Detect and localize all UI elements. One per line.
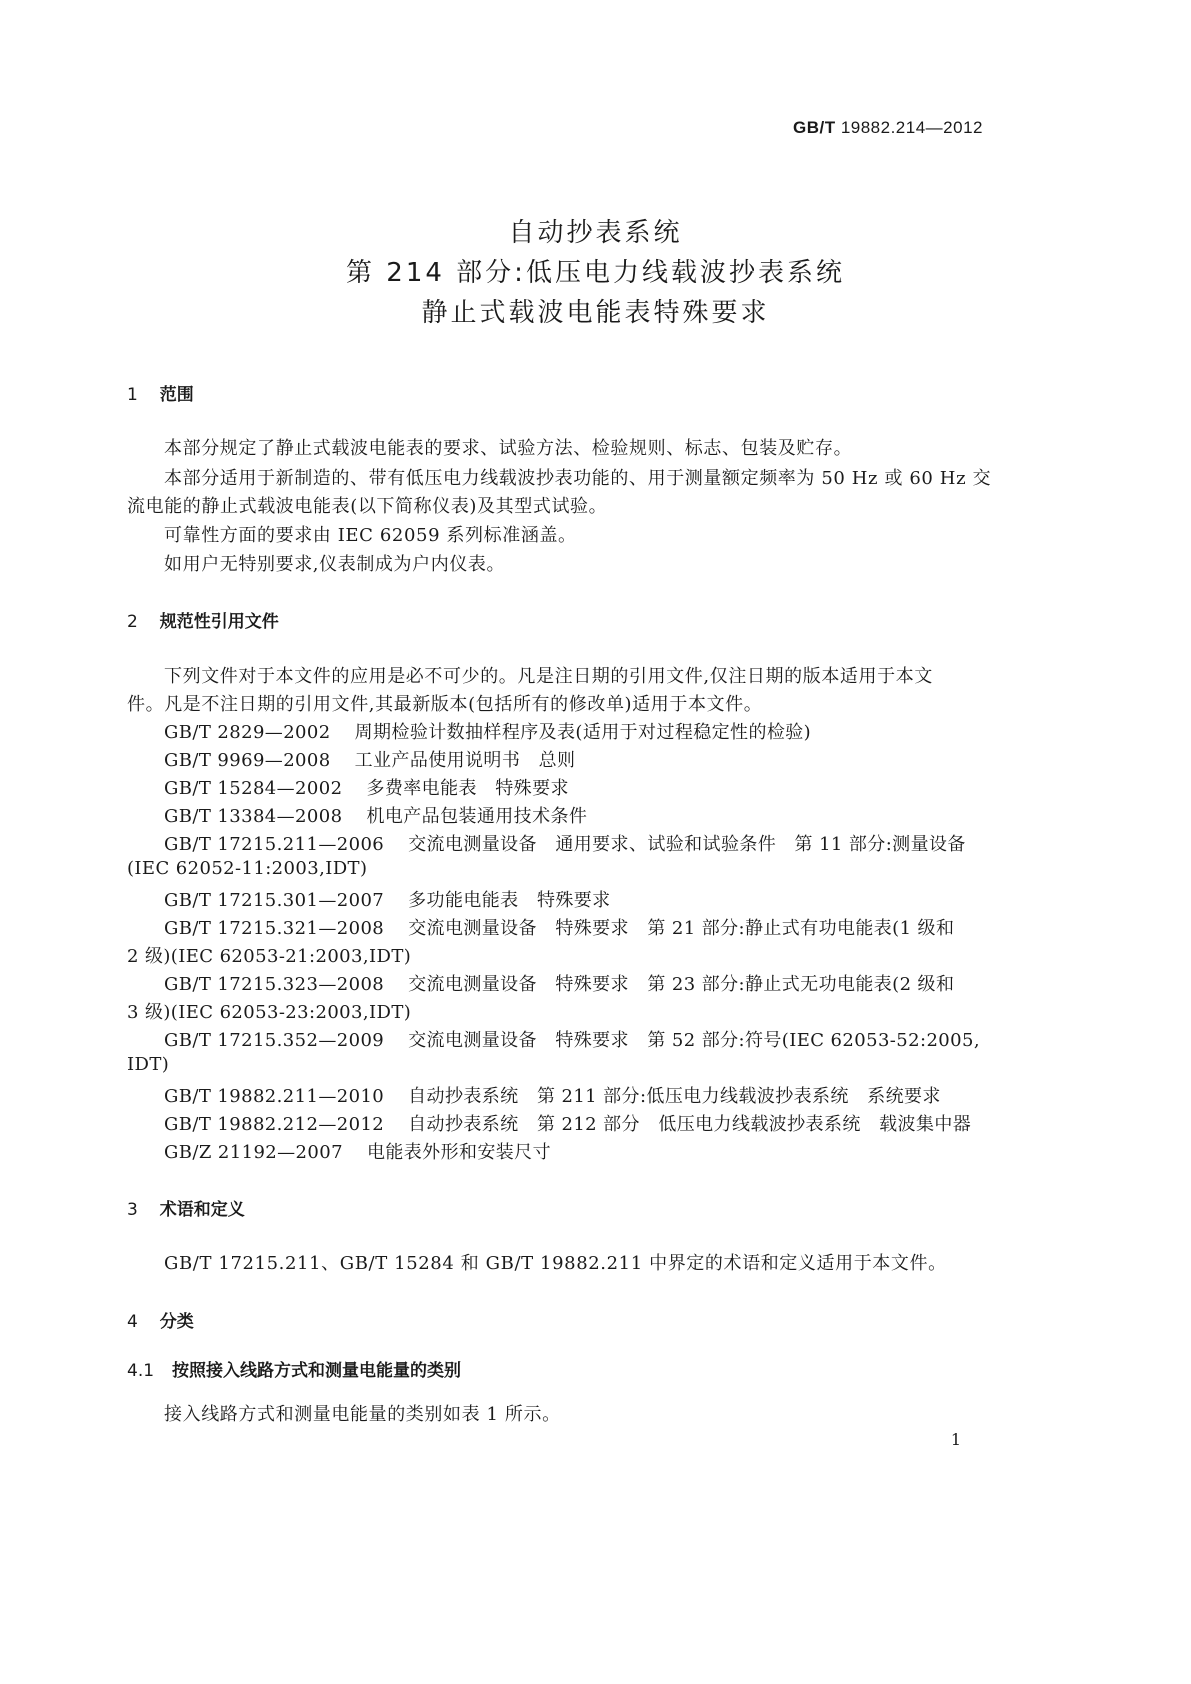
title-line-1: 自动抄表系统: [508, 218, 683, 248]
reference-item: [164, 970, 954, 996]
reference-code: GB/T 19882.211—2010: [164, 1086, 385, 1107]
subsection-title: 按照接入线路方式和测量电能量的类别: [171, 1361, 461, 1381]
reference-title: 交流电测量设备 特殊要求 第 23 部分:静止式无功电能表(2 级和: [408, 974, 955, 995]
reference-code: GB/T 17215.352—2009: [164, 1030, 385, 1051]
subsection-number: 4.1: [127, 1361, 155, 1381]
reference-item: [164, 886, 611, 912]
reference-code: GB/T 9969—2008: [164, 750, 331, 771]
paragraph: 可靠性方面的要求由 IEC 62059 系列标准涵盖。: [164, 525, 577, 546]
section-title: 规范性引用文件: [159, 612, 279, 632]
reference-title: 交流电测量设备 特殊要求 第 52 部分:符号(IEC 62053-52:2005,: [408, 1030, 980, 1051]
paragraph: 本部分适用于新制造的、带有低压电力线载波抄表功能的、用于测量额定频率为 50 Hz 或 60 Hz 交: [164, 468, 992, 489]
section-title: 术语和定义: [159, 1200, 245, 1220]
paragraph-continuation: 件。凡是不注日期的引用文件,其最新版本(包括所有的修改单)适用于本文件。: [127, 694, 763, 715]
section-1-heading: [127, 380, 194, 405]
standard-number: 19882.214—2012: [840, 118, 983, 137]
paragraph-continuation: 流电能的静止式载波电能表(以下简称仪表)及其型式试验。: [127, 496, 608, 517]
reference-code: GB/T 2829—2002: [164, 722, 331, 743]
section-title: 分类: [159, 1312, 194, 1332]
reference-continuation: (IEC 62052-11:2003,IDT): [127, 858, 368, 879]
paragraph: 如用户无特别要求,仪表制成为户内仪表。: [164, 554, 506, 575]
reference-continuation: 3 级)(IEC 62053-23:2003,IDT): [127, 1002, 412, 1023]
reference-item: [164, 718, 811, 744]
title-line-3: 静止式载波电能表特殊要求: [421, 298, 770, 328]
standard-prefix: GB/T: [792, 118, 836, 137]
reference-item: [164, 914, 954, 940]
reference-continuation: IDT): [127, 1054, 170, 1075]
reference-code: GB/T 15284—2002: [164, 778, 343, 799]
reference-code: GB/T 17215.211—2006: [164, 834, 385, 855]
section-3-heading: [127, 1195, 245, 1220]
reference-title: 交流电测量设备 通用要求、试验和试验条件 第 11 部分:测量设备: [408, 834, 966, 855]
paragraph: 下列文件对于本文件的应用是必不可少的。凡是注日期的引用文件,仅注日期的版本适用于本文: [164, 666, 933, 687]
subsection-4-1-heading: [127, 1356, 461, 1381]
reference-code: GB/T 17215.321—2008: [164, 918, 385, 939]
reference-title: 自动抄表系统 第 211 部分:低压电力线载波抄表系统 系统要求: [408, 1086, 941, 1107]
reference-title: 工业产品使用说明书 总则: [354, 750, 576, 771]
paragraph: 本部分规定了静止式载波电能表的要求、试验方法、检验规则、标志、包装及贮存。: [164, 438, 853, 459]
section-2-heading: [127, 607, 279, 632]
reference-code: GB/T 17215.323—2008: [164, 974, 385, 995]
reference-code: GB/Z 21192—2007: [164, 1142, 343, 1163]
reference-code: GB/T 13384—2008: [164, 806, 343, 827]
section-number: 1: [127, 385, 138, 405]
reference-item: [164, 774, 569, 800]
reference-item: [164, 830, 966, 856]
reference-title: 自动抄表系统 第 212 部分 低压电力线载波抄表系统 载波集中器: [408, 1114, 972, 1135]
reference-item: [164, 1026, 980, 1052]
reference-continuation: 2 级)(IEC 62053-21:2003,IDT): [127, 946, 412, 967]
section-4-heading: [127, 1307, 194, 1332]
reference-item: [164, 1138, 551, 1164]
reference-item: [164, 746, 575, 772]
standard-header: [793, 118, 983, 138]
section-number: 3: [127, 1200, 138, 1220]
reference-title: 机电产品包装通用技术条件: [366, 806, 588, 827]
section-number: 2: [127, 612, 138, 632]
reference-title: 多费率电能表 特殊要求: [366, 778, 569, 799]
reference-item: [164, 802, 587, 828]
reference-title: 交流电测量设备 特殊要求 第 21 部分:静止式有功电能表(1 级和: [408, 918, 955, 939]
reference-item: [164, 1110, 971, 1136]
reference-code: GB/T 17215.301—2007: [164, 890, 385, 911]
section-number: 4: [127, 1312, 138, 1332]
reference-title: 周期检验计数抽样程序及表(适用于对过程稳定性的检验): [354, 722, 812, 743]
page-number: 1: [950, 1430, 961, 1449]
reference-title: 多功能电能表 特殊要求: [408, 890, 611, 911]
reference-code: GB/T 19882.212—2012: [164, 1114, 385, 1135]
reference-title: 电能表外形和安装尺寸: [366, 1142, 551, 1163]
paragraph: 接入线路方式和测量电能量的类别如表 1 所示。: [164, 1404, 561, 1425]
title-line-2: 第 214 部分:低压电力线载波抄表系统: [346, 258, 845, 288]
reference-item: [164, 1082, 941, 1108]
section-title: 范围: [159, 385, 194, 405]
paragraph: GB/T 17215.211、GB/T 15284 和 GB/T 19882.211 中界定的术语和定义适用于本文件。: [164, 1253, 947, 1274]
